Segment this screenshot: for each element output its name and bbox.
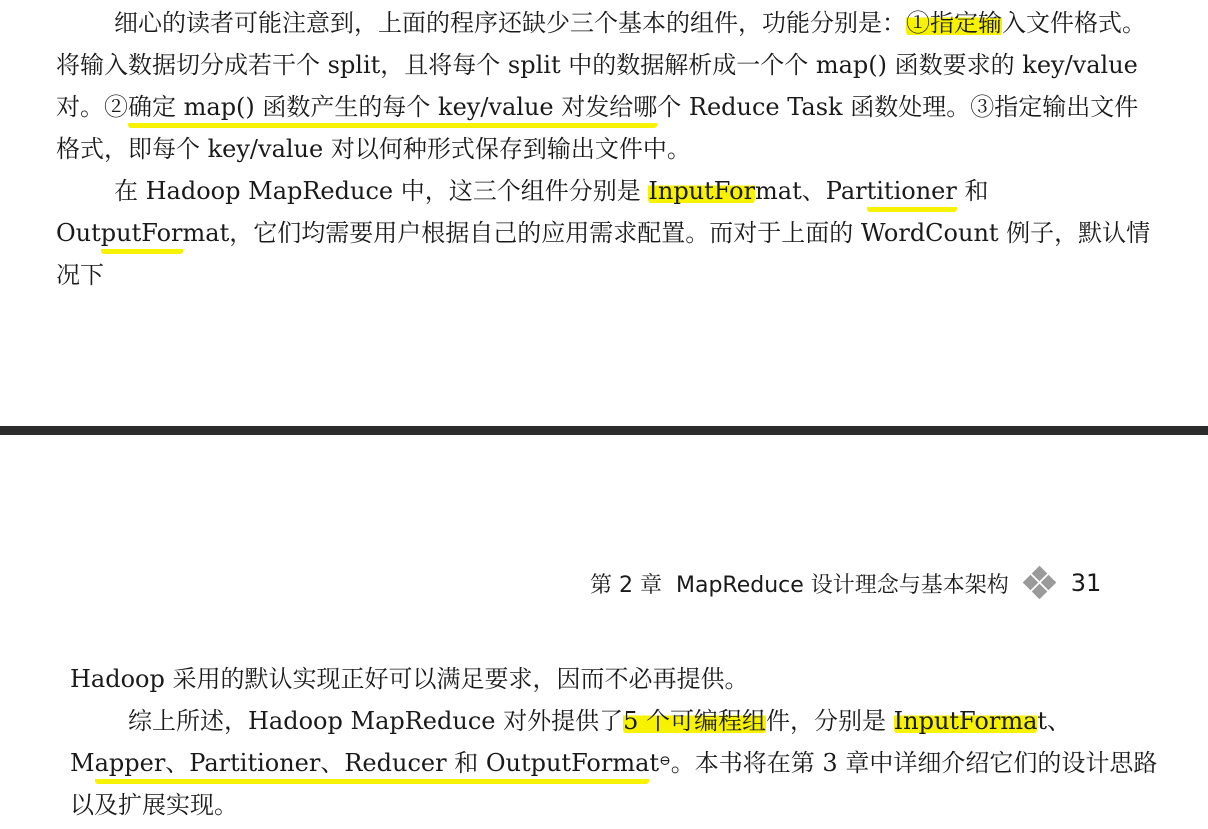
page-divider — [0, 426, 1208, 435]
text-run: mat、Par — [755, 177, 867, 205]
text-run: 件，分别是 — [766, 707, 894, 735]
chapter-label: 第 2 章 — [590, 572, 662, 598]
chapter-title: MapReduce 设计理念与基本架构 — [675, 572, 1009, 598]
highlight-mark: 5 个可编程组 — [623, 707, 767, 735]
text-run: 细心的读者可能注意到，上面的程序还缺少三个基本的组件，功能分别是： — [114, 9, 906, 37]
text-run: 综上所述，Hadoop MapReduce 对外提供了 — [128, 707, 624, 735]
text-run: 。本书将在第 3 章中详细介绍它们的设计思路以及扩展实现。 — [70, 749, 1158, 819]
paragraph-components — [56, 2, 1156, 170]
text-run: 在 Hadoop MapReduce 中，这三个组件分别是 — [114, 177, 649, 205]
highlight-underline: apper、Partitioner、Reducer 和 OutputForma — [95, 749, 650, 784]
highlight-underline: putFor — [101, 219, 183, 254]
paragraph-default-impl — [70, 658, 1170, 700]
text-run: Hadoop 采用的默认实现正好可以满足要求，因而不必再提供。 — [70, 665, 749, 693]
page-number: 31 — [1070, 569, 1102, 597]
highlight-underline: 确定 map() 函数产生的每个 key/value 对发给哪 — [128, 93, 657, 128]
highlight-mark: InputFor — [648, 177, 756, 205]
text-run: t、M — [70, 707, 1072, 777]
paragraph-summary — [70, 700, 1170, 826]
highlight-mark: InputForma — [893, 707, 1038, 735]
running-head — [590, 566, 1190, 600]
footnote-mark[interactable]: ⊖ — [659, 753, 671, 769]
text-run: t — [649, 749, 660, 777]
highlight-underline: titioner — [867, 177, 957, 212]
text-run: mat，它们均需要用户根据自己的应用需求配置。而对于上面的 WordCount 例子，默认情况下 — [56, 219, 1151, 289]
text-run: 个 Reduce Task 函数处理。③指定输出文件格式，即每个 key/value 对以何种形式保存到输出文件中。 — [56, 93, 1139, 163]
text-run: 入文件格式。将输入数据切分成若干个 split，且将每个 split 中的数据解析成一个个 map() 函数要求的 key/value 对。② — [56, 9, 1146, 121]
highlight-mark: ①指定输 — [906, 9, 1002, 37]
diamond-ornament-icon — [1023, 566, 1057, 600]
text-run: 和 Out — [56, 177, 989, 247]
paragraph-hadoop-components — [56, 170, 1156, 296]
